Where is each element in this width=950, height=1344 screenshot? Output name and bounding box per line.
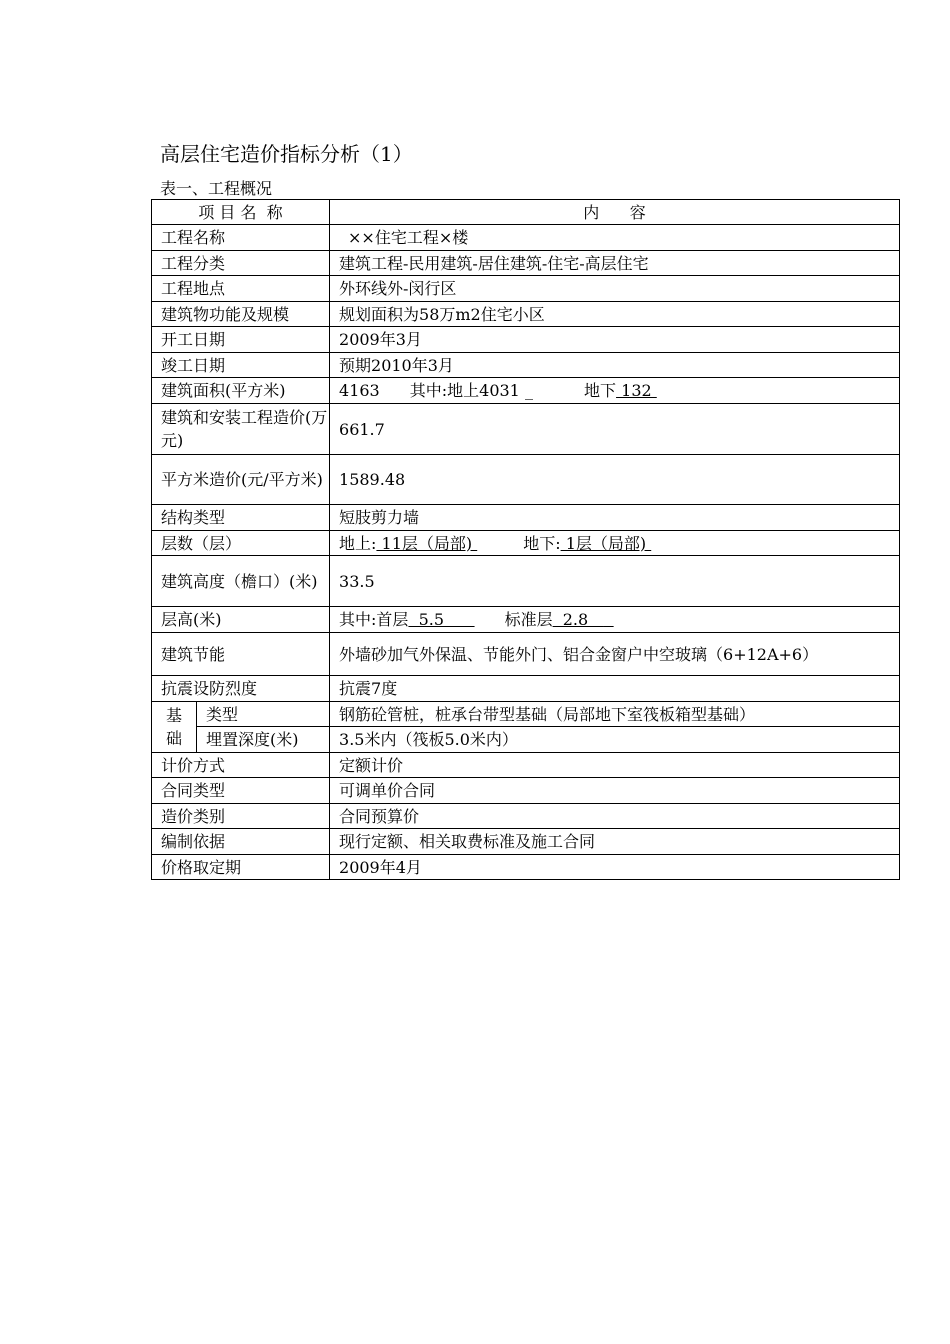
row-value [330,378,900,404]
row-label: 竣工日期 [152,353,330,378]
table-row [152,829,900,855]
row-value: 外墙砂加气外保温、节能外门、铝合金窗户中空玻璃（6+12A+6） [330,633,900,676]
table-row [152,353,900,378]
area-above-blank: _ [519,381,539,400]
area-below-value: 132 [616,381,657,400]
floor-height-first-label: 其中:首层 [339,610,409,629]
row-label: 结构类型 [152,505,330,531]
table-header-row [152,200,900,225]
floors-below-value: 1层（局部) [560,533,652,553]
row-label: 建筑节能 [152,633,330,676]
row-label: 抗震设防烈度 [152,676,330,702]
row-label: 工程分类 [152,251,330,276]
table-row [152,225,900,251]
floors-below-label: 地下: [523,533,561,553]
row-value: 661.7 [330,404,900,455]
floors-above-label: 地上: [339,533,377,553]
table-row [152,702,900,727]
floor-height-std-value: 2.8 [552,610,604,629]
table-row [152,633,900,676]
row-value: 短肢剪力墙 [330,505,900,531]
row-value: 规划面积为58万m2住宅小区 [330,302,900,327]
row-value: 建筑工程-民用建筑-居住建筑-住宅-高层住宅 [330,251,900,276]
row-value: 2009年3月 [330,327,900,353]
row-label: 价格取定期 [152,855,330,880]
table-row [152,607,900,633]
foundation-depth-label: 埋置深度(米) [197,727,330,753]
row-value: 33.5 [330,556,900,607]
row-value: 可调单价合同 [330,778,900,804]
table-row [152,778,900,804]
header-content: 内 容 [330,200,900,225]
table-row [152,276,900,302]
row-label: 建筑和安装工程造价(万元) [152,404,330,455]
table-row [152,556,900,607]
table-row [152,676,900,702]
table-row [152,404,900,455]
floors-above-value: 11层（局部) [376,533,478,553]
table-caption: 表一、工程概况 [160,179,273,198]
row-label: 平方米造价(元/平方米) [152,455,330,505]
row-value: 合同预算价 [330,804,900,829]
row-label: 编制依据 [152,829,330,855]
area-below-label: 地下 [584,381,617,400]
row-value [330,607,900,633]
row-label: 开工日期 [152,327,330,353]
table-row [152,378,900,404]
row-label: 工程地点 [152,276,330,302]
foundation-depth-value: 3.5米内（筏板5.0米内） [330,727,900,753]
row-value: 抗震7度 [330,676,900,702]
row-value: 2009年4月 [330,855,900,880]
row-value: 预期2010年3月 [330,353,900,378]
floor-height-std-tail [603,610,613,629]
floor-height-std-label: 标准层 [504,610,553,629]
area-above-value: 4031 [479,381,520,400]
row-label: 层高(米) [152,607,330,633]
foundation-type-value: 钢筋砼管桩，桩承台带型基础（局部地下室筏板箱型基础） [330,702,900,727]
row-label: 计价方式 [152,753,330,778]
table-row [152,855,900,880]
row-label: 建筑高度（檐口）(米) [152,556,330,607]
row-label: 造价类别 [152,804,330,829]
row-label: 层数（层） [152,531,330,556]
row-value: 1589.48 [330,455,900,505]
table-row [152,302,900,327]
row-label: 建筑面积(平方米) [152,378,330,404]
foundation-group-label: 基 础 [152,702,197,753]
row-value: 定额计价 [330,753,900,778]
table-row [152,753,900,778]
table-row [152,531,900,556]
floor-height-first-value: 5.5 [408,610,475,629]
table-row [152,251,900,276]
project-overview-table [151,199,900,880]
table-row [152,727,900,753]
row-value: ××住宅工程×楼 [330,225,900,251]
row-label: 建筑物功能及规模 [152,302,330,327]
row-value [330,531,900,556]
table-row [152,505,900,531]
row-label: 工程名称 [152,225,330,251]
document-title: 高层住宅造价指标分析（1） [160,142,413,166]
table-row [152,804,900,829]
table-row [152,455,900,505]
header-item: 项 目 名 称 [152,200,330,225]
area-above-label: 其中:地上 [409,381,480,400]
area-total: 4163 [339,381,380,400]
row-value: 现行定额、相关取费标准及施工合同 [330,829,900,855]
foundation-type-label: 类型 [197,702,330,727]
row-value: 外环线外-闵行区 [330,276,900,302]
table-row [152,327,900,353]
row-label: 合同类型 [152,778,330,804]
